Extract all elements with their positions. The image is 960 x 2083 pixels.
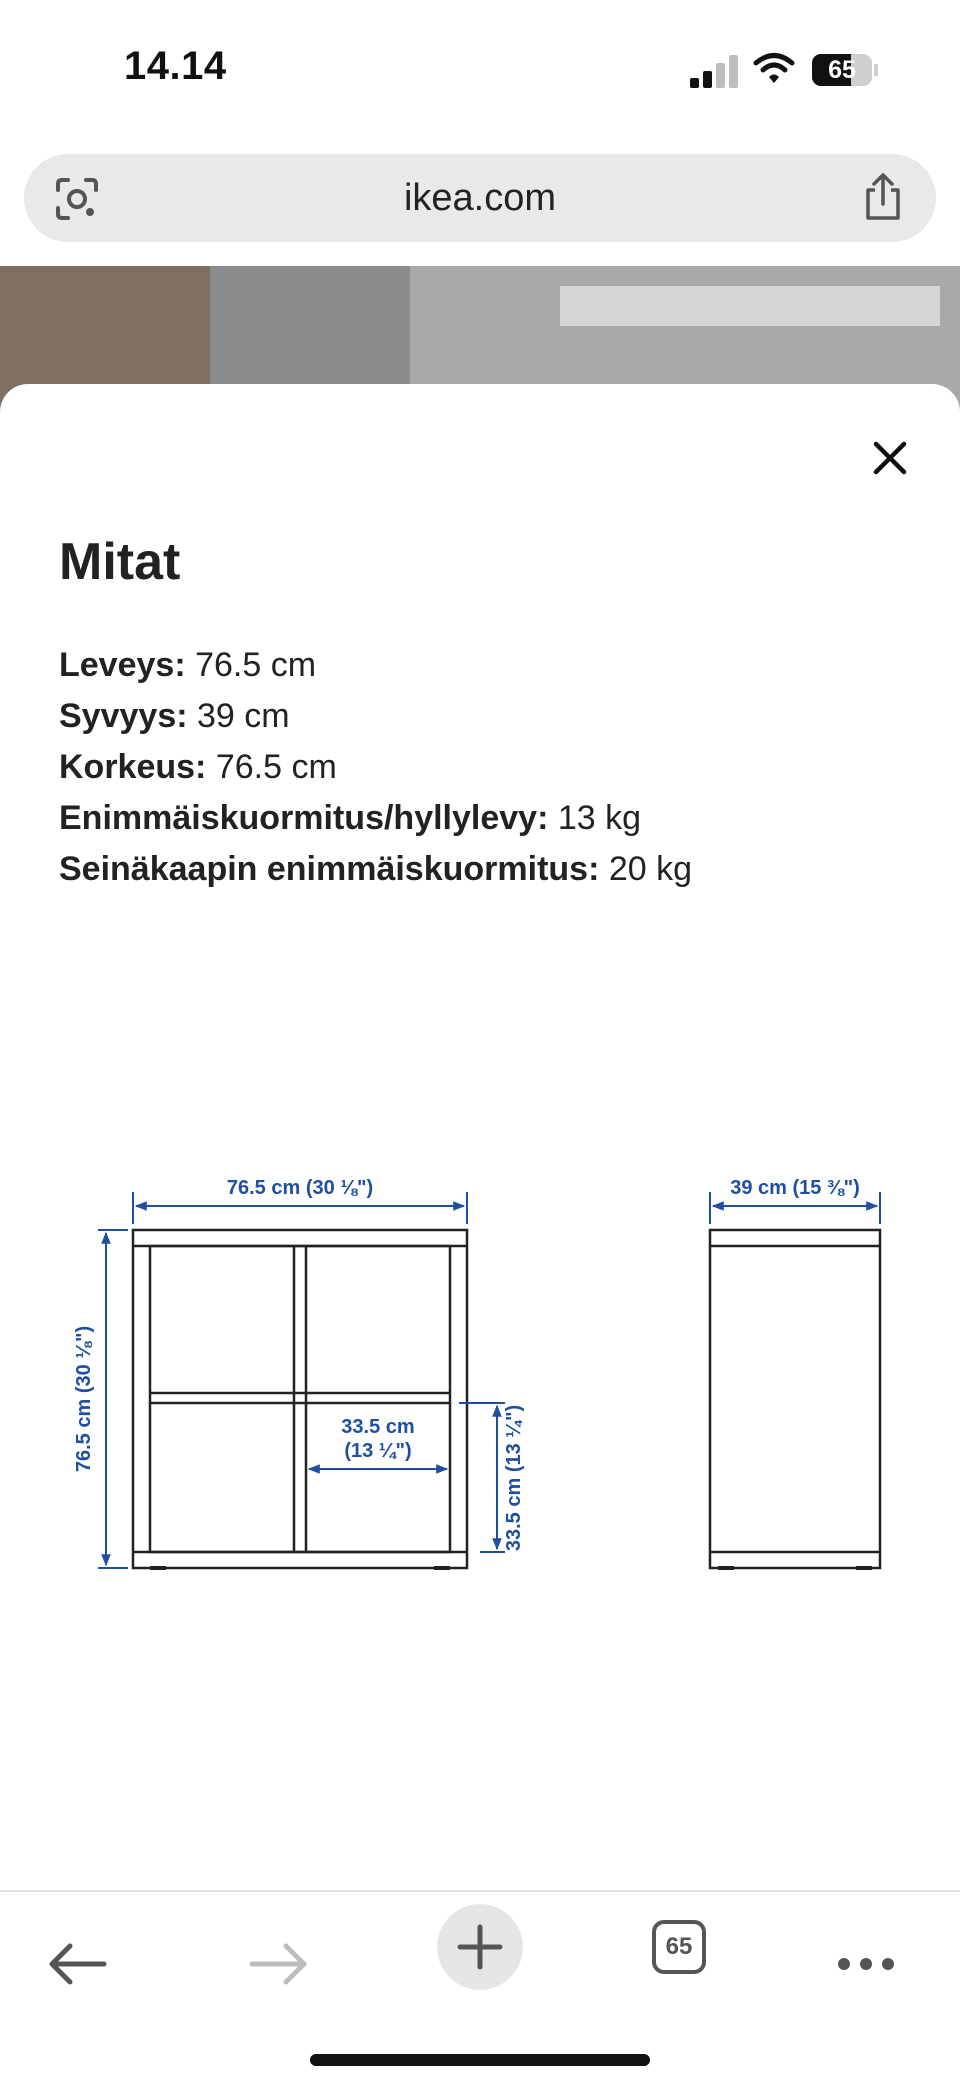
spec-width — [59, 640, 919, 691]
side-view-shelf — [710, 1230, 880, 1568]
back-arrow-icon[interactable] — [38, 1924, 118, 2004]
plus-icon — [437, 1904, 523, 1990]
spec-list — [59, 640, 919, 895]
spec-value: 76.5 cm — [206, 748, 337, 786]
spec-value: 39 cm — [187, 697, 290, 735]
spec-depth — [59, 691, 919, 742]
front-width-label: 76.5 cm (30 ⅛") — [226, 1177, 374, 1199]
status-time: 14.14 — [124, 44, 227, 88]
dimensions-sheet — [0, 384, 960, 1890]
spec-label: Enimmäiskuormitus/hyllylevy: — [59, 799, 549, 837]
tab-switcher-button[interactable]: 65 — [652, 1920, 706, 1974]
front-view-shelf — [133, 1230, 467, 1568]
side-depth-label: 39 cm (15 ⅜") — [730, 1177, 860, 1199]
spec-max-load-wall-cabinet — [59, 844, 919, 895]
front-height-label: 76.5 cm (30 ⅛") — [73, 1325, 95, 1473]
spec-label: Leveys: — [59, 646, 186, 684]
url-text[interactable]: ikea.com — [403, 177, 557, 219]
dimension-drawing — [0, 1164, 960, 1584]
spec-label: Korkeus: — [59, 748, 207, 786]
cellular-signal-icon — [690, 52, 738, 88]
home-indicator[interactable] — [310, 2054, 650, 2066]
spec-value: 20 kg — [599, 850, 693, 888]
spec-label: Syvyys: — [59, 697, 188, 735]
close-icon[interactable] — [862, 430, 918, 486]
new-tab-button[interactable] — [437, 1904, 523, 1990]
spec-max-load-shelf — [59, 793, 919, 844]
browser-toolbar — [0, 1890, 960, 2083]
compartment-width-label: 33.5 cm — [341, 1416, 415, 1438]
status-bar — [0, 0, 960, 140]
battery-icon — [812, 54, 872, 86]
wifi-icon — [752, 50, 796, 86]
sheet-title: Mitat — [59, 533, 181, 591]
battery-nub — [874, 64, 878, 76]
spec-height — [59, 742, 919, 793]
compartment-height-label: 33.5 cm (13 ¼") — [503, 1404, 525, 1552]
compartment-width-inch-label: (13 ¼") — [344, 1440, 412, 1462]
forward-arrow-icon[interactable] — [238, 1924, 318, 2004]
address-bar[interactable] — [24, 154, 936, 242]
spec-value: 76.5 cm — [185, 646, 317, 684]
share-icon[interactable] — [860, 172, 906, 222]
more-options-icon[interactable] — [826, 1924, 906, 2004]
spec-label: Seinäkaapin enimmäiskuormitus: — [59, 850, 600, 888]
spec-value: 13 kg — [548, 799, 642, 837]
battery-percentage: 65 — [828, 56, 856, 84]
front-height-dimension — [98, 1230, 128, 1568]
